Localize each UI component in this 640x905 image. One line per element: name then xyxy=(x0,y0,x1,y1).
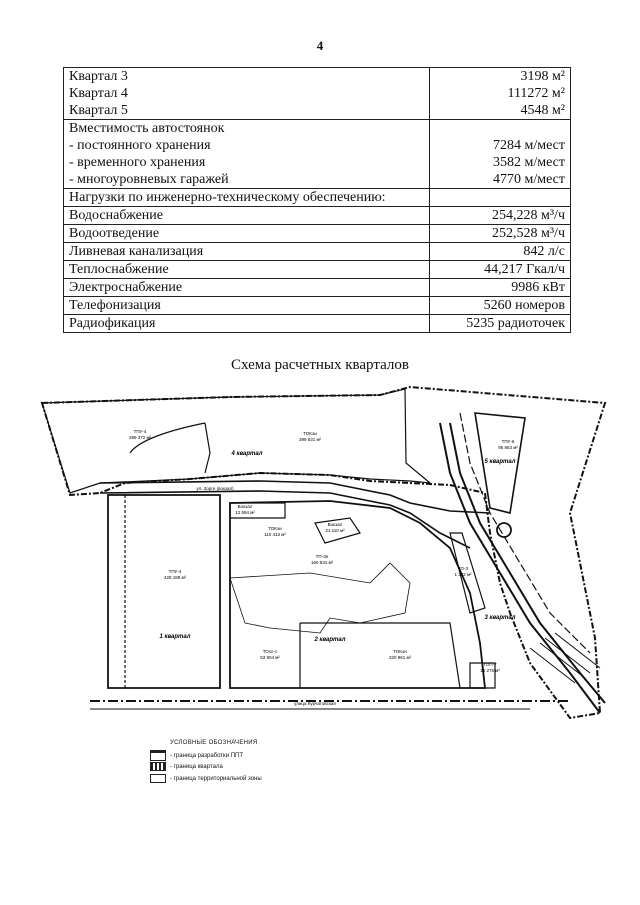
row-label: Теплоснабжение xyxy=(69,262,169,277)
row-value: 252,528 м³/ч xyxy=(492,226,565,241)
row-value: 111272 м² xyxy=(507,86,565,101)
zone-area-label: 320 961 м² xyxy=(388,655,412,660)
table-row xyxy=(64,261,571,279)
row-value: 3582 м/мест xyxy=(492,155,565,170)
zone-area-label: 16 275 м² xyxy=(480,668,500,673)
row-value: 7284 м/мест xyxy=(492,138,565,153)
zone-area-label: 1 332 м² xyxy=(454,572,472,577)
row-label: - постоянного хранения xyxy=(69,138,211,153)
row-value-cell xyxy=(430,243,571,261)
row-value xyxy=(435,120,565,137)
row-label-cell xyxy=(64,207,430,225)
row-label: Квартал 3 xyxy=(69,69,128,84)
row-value-cell xyxy=(430,207,571,225)
quarter-label: 1 квартал xyxy=(159,634,191,640)
quarter-label: 3 квартал xyxy=(484,615,516,621)
table-row xyxy=(64,225,571,243)
zone-area-label: 428 189 м² xyxy=(163,575,187,580)
quarter-label: 4 квартал xyxy=(231,451,263,457)
row-label-cell xyxy=(64,120,430,189)
row-label: Водоотведение xyxy=(69,226,160,241)
quarters-scheme xyxy=(30,383,610,723)
legend-title: УСЛОВНЫЕ ОБОЗНАЧЕНИЯ xyxy=(170,740,258,746)
legend-swatch xyxy=(150,750,166,761)
zone-code-label: ТПУ-4 xyxy=(168,569,182,574)
table-row xyxy=(64,243,571,261)
row-label-cell xyxy=(64,189,430,207)
row-value: 44,217 Гкал/ч xyxy=(484,262,565,277)
row-label-cell xyxy=(64,261,430,279)
legend-label: - граница квартала xyxy=(170,764,223,771)
row-label-cell xyxy=(64,225,430,243)
row-label-cell xyxy=(64,279,430,297)
row-label: Нагрузки по инженерно-техническому обеспечению: xyxy=(69,190,386,205)
legend-item-quarter xyxy=(150,762,223,771)
zone-code-label: ТОКэи xyxy=(303,431,317,436)
row-value: 3198 м² xyxy=(520,69,565,84)
table-row xyxy=(64,120,571,189)
row-value: 9986 кВт xyxy=(511,280,565,295)
legend-swatch xyxy=(150,762,166,771)
row-value-cell xyxy=(430,315,571,333)
scheme-lines xyxy=(42,387,605,718)
row-label: Ливневая канализация xyxy=(69,244,204,259)
row-value: 254,228 м³/ч xyxy=(492,208,565,223)
table-row xyxy=(64,68,571,120)
row-value: 5235 радиоточек xyxy=(466,316,565,331)
zone-code-label: Вокзал xyxy=(327,522,343,527)
zone-area-label: 21 110 м² xyxy=(325,528,345,533)
quarter-label: 5 квартал xyxy=(484,459,516,465)
parameters-table xyxy=(63,67,571,333)
row-value-cell xyxy=(430,297,571,315)
zone-area-label: 160 531 м² xyxy=(310,560,334,565)
zone-code-label: ТО-3 xyxy=(457,566,469,571)
table-row xyxy=(64,297,571,315)
zone-area-label: 12 594 м² xyxy=(235,510,255,515)
zone-code-label: ТОсп-с xyxy=(262,649,278,654)
row-value: 4548 м² xyxy=(520,103,565,118)
zone-area-label: 53 904 м² xyxy=(260,655,280,660)
row-value-cell xyxy=(430,225,571,243)
row-label: - многоуровневых гаражей xyxy=(69,172,229,187)
row-label-cell xyxy=(64,68,430,120)
zone-area-label: 399 631 м² xyxy=(298,437,322,442)
zone-code-label: ТОП-7 xyxy=(483,662,497,667)
street-label: улица Курчатовская xyxy=(294,701,336,706)
zone-code-label: ТОКэи xyxy=(268,526,282,531)
zone-area-label: 95 863 м² xyxy=(498,445,518,450)
legend-swatch xyxy=(150,774,166,783)
row-label-cell xyxy=(64,243,430,261)
row-label: Водоснабжение xyxy=(69,208,164,223)
legend-label: - граница разработки ППТ xyxy=(170,753,243,760)
row-value-cell xyxy=(430,261,571,279)
row-value-cell xyxy=(430,189,571,207)
scheme-caption: Схема расчетных кварталов xyxy=(231,357,409,373)
legend-label: - граница территориальной зоны xyxy=(170,776,262,783)
table-row xyxy=(64,279,571,297)
table-row xyxy=(64,189,571,207)
row-value: 4770 м/мест xyxy=(492,172,565,187)
row-label: Электроснабжение xyxy=(69,280,183,295)
table-row xyxy=(64,207,571,225)
legend-item-ppt xyxy=(150,750,243,761)
row-value-cell xyxy=(430,120,571,189)
row-value: 5260 номеров xyxy=(483,298,565,313)
row-value: 842 л/с xyxy=(523,244,565,259)
row-label: Радиофикация xyxy=(69,316,156,331)
row-value xyxy=(435,189,565,206)
row-label: Телефонизация xyxy=(69,298,161,313)
zone-area-label: 399 372 м² xyxy=(128,435,152,440)
zone-code-label: ТПУ-6 xyxy=(501,439,515,444)
zone-area-label: 110 413 м² xyxy=(264,532,286,537)
row-value-cell xyxy=(430,68,571,120)
page-number: 4 xyxy=(316,38,324,53)
row-value-cell xyxy=(430,279,571,297)
quarter-label: 2 квартал xyxy=(314,637,346,643)
row-label: Вместимость автостоянок xyxy=(69,121,225,136)
row-label: - временного хранения xyxy=(69,155,206,170)
zone-code-label: ТП-Зн xyxy=(315,554,329,559)
row-label: Квартал 5 xyxy=(69,103,128,118)
street-label: ул. Зорге (вокзал) xyxy=(196,486,234,491)
row-label: Квартал 4 xyxy=(69,86,128,101)
row-label-cell xyxy=(64,297,430,315)
zone-code-label: Вокзал xyxy=(237,504,253,509)
legend-item-zone xyxy=(150,774,262,783)
table-row xyxy=(64,315,571,333)
row-label-cell xyxy=(64,315,430,333)
zone-code-label: ТПУ-4 xyxy=(133,429,147,434)
zone-code-label: ТОКэи xyxy=(393,649,407,654)
